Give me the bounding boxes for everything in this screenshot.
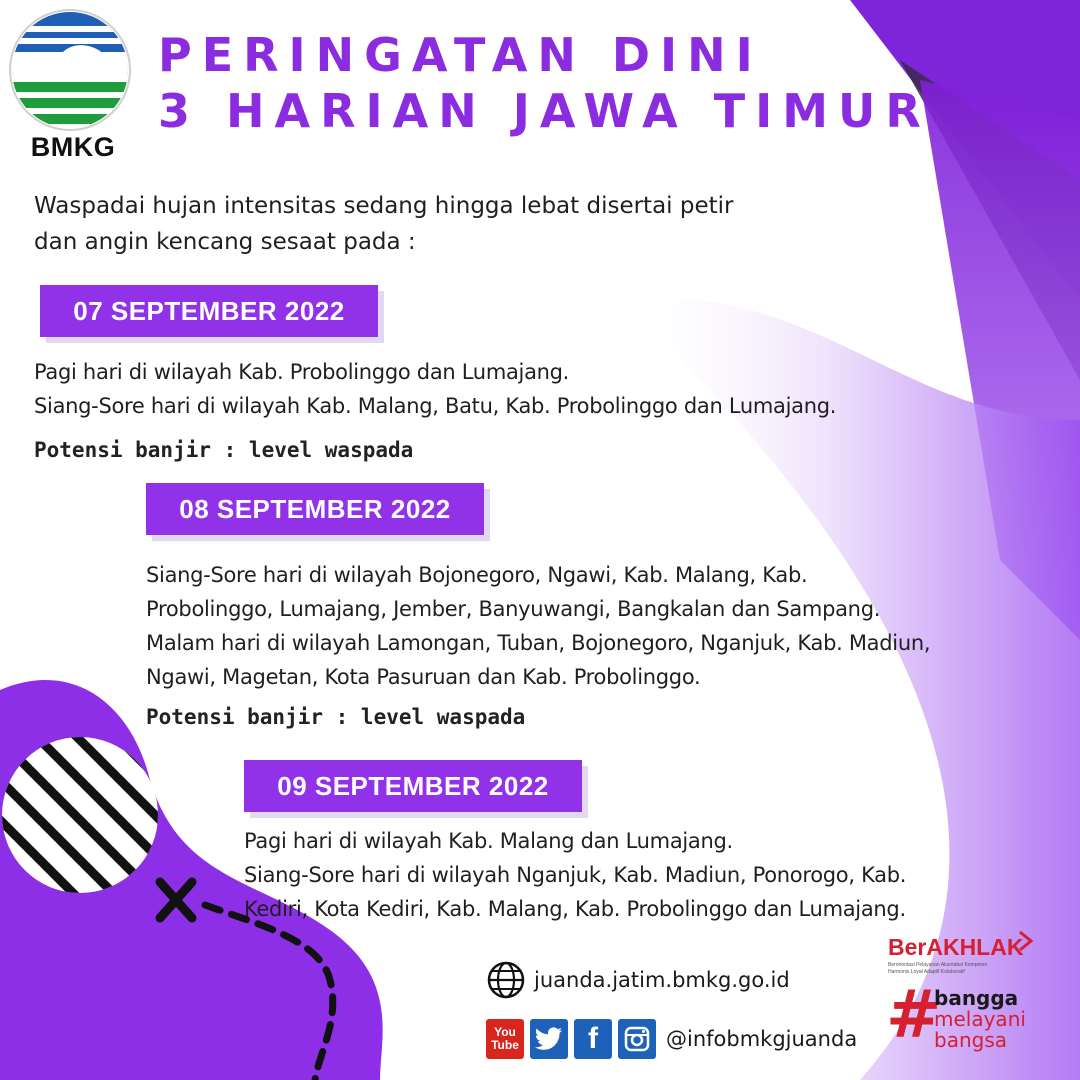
forecast-line: Pagi hari di wilayah Kab. Probolinggo dan Lumajang. bbox=[34, 360, 570, 384]
globe-icon bbox=[486, 960, 526, 1000]
social-links bbox=[486, 1018, 857, 1060]
forecast-line: Siang-Sore hari di wilayah Nganjuk, Kab. Madiun, Ponorogo, Kab. bbox=[244, 863, 907, 887]
slogan-line-2: melayani bbox=[934, 1007, 1026, 1031]
forecast-line: Pagi hari di wilayah Kab. Malang dan Lumajang. bbox=[244, 829, 733, 853]
flood-potential-1: Potensi banjir : level waspada bbox=[34, 438, 414, 462]
bmkg-emblem-icon bbox=[8, 8, 138, 132]
flood-potential-2: Potensi banjir : level waspada bbox=[146, 705, 526, 729]
forecast-line: Kediri, Kota Kediri, Kab. Malang, Kab. Probolinggo dan Lumajang. bbox=[244, 897, 906, 921]
twitter-bird-icon bbox=[535, 1027, 563, 1051]
youtube-text-top: You bbox=[494, 1025, 516, 1039]
facebook-icon[interactable] bbox=[574, 1019, 612, 1059]
date-label: 07 SEPTEMBER 2022 bbox=[73, 295, 345, 326]
youtube-text-bottom: Tube bbox=[491, 1038, 519, 1052]
logo-text: BMKG bbox=[30, 132, 116, 162]
forecast-text-2 bbox=[146, 558, 930, 694]
intro-line: Waspadai hujan intensitas sedang hingga lebat disertai petir bbox=[34, 193, 734, 219]
slogan-line-1: bangga bbox=[934, 986, 1019, 1010]
intro-text bbox=[34, 188, 874, 260]
youtube-icon[interactable] bbox=[486, 1019, 524, 1059]
page-title-line-1: PERINGATAN DINI bbox=[158, 28, 763, 82]
facebook-letter: f bbox=[588, 1022, 598, 1055]
hash-symbol: # bbox=[886, 976, 942, 1053]
berakhlak-title: BerAKHLAK bbox=[888, 934, 1024, 960]
date-label: 08 SEPTEMBER 2022 bbox=[179, 493, 451, 524]
slogan-line-3: bangsa bbox=[934, 1028, 1007, 1052]
berakhlak-logo bbox=[884, 930, 1054, 1060]
chevron-icon bbox=[1016, 930, 1036, 952]
date-badge-3 bbox=[244, 760, 582, 812]
forecast-text-1 bbox=[34, 355, 836, 423]
forecast-line: Probolinggo, Lumajang, Jember, Banyuwangi, Bangkalan dan Sampang. bbox=[146, 597, 881, 621]
date-label: 09 SEPTEMBER 2022 bbox=[277, 770, 549, 801]
intro-line: dan angin kencang sesaat pada : bbox=[34, 229, 416, 255]
social-handle: @infobmkgjuanda bbox=[666, 1027, 858, 1051]
instagram-icon[interactable] bbox=[618, 1019, 656, 1059]
forecast-line: Siang-Sore hari di wilayah Bojonegoro, Ngawi, Kab. Malang, Kab. bbox=[146, 563, 808, 587]
date-badge-1 bbox=[40, 285, 378, 337]
berakhlak-tagline-2: Harmonis Loyal Adaptif Kolaboratif bbox=[888, 969, 965, 975]
forecast-line: Siang-Sore hari di wilayah Kab. Malang, Batu, Kab. Probolinggo dan Lumajang. bbox=[34, 394, 837, 418]
page-title-line-2: 3 HARIAN JAWA TIMUR bbox=[158, 84, 931, 138]
forecast-text-3 bbox=[244, 824, 906, 926]
berakhlak-tagline-1: Berorientasi Pelayanan Akuntabel Kompeten bbox=[888, 962, 988, 968]
instagram-camera-icon bbox=[624, 1026, 650, 1052]
bmkg-logo bbox=[8, 8, 138, 160]
website-link[interactable] bbox=[486, 960, 790, 1000]
forecast-line: Ngawi, Magetan, Kota Pasuruan dan Kab. Probolinggo. bbox=[146, 665, 701, 689]
forecast-line: Malam hari di wilayah Lamongan, Tuban, Bojonegoro, Nganjuk, Kab. Madiun, bbox=[146, 631, 931, 655]
twitter-icon[interactable] bbox=[530, 1019, 568, 1059]
website-url: juanda.jatim.bmkg.go.id bbox=[534, 968, 790, 992]
date-badge-2 bbox=[146, 483, 484, 535]
